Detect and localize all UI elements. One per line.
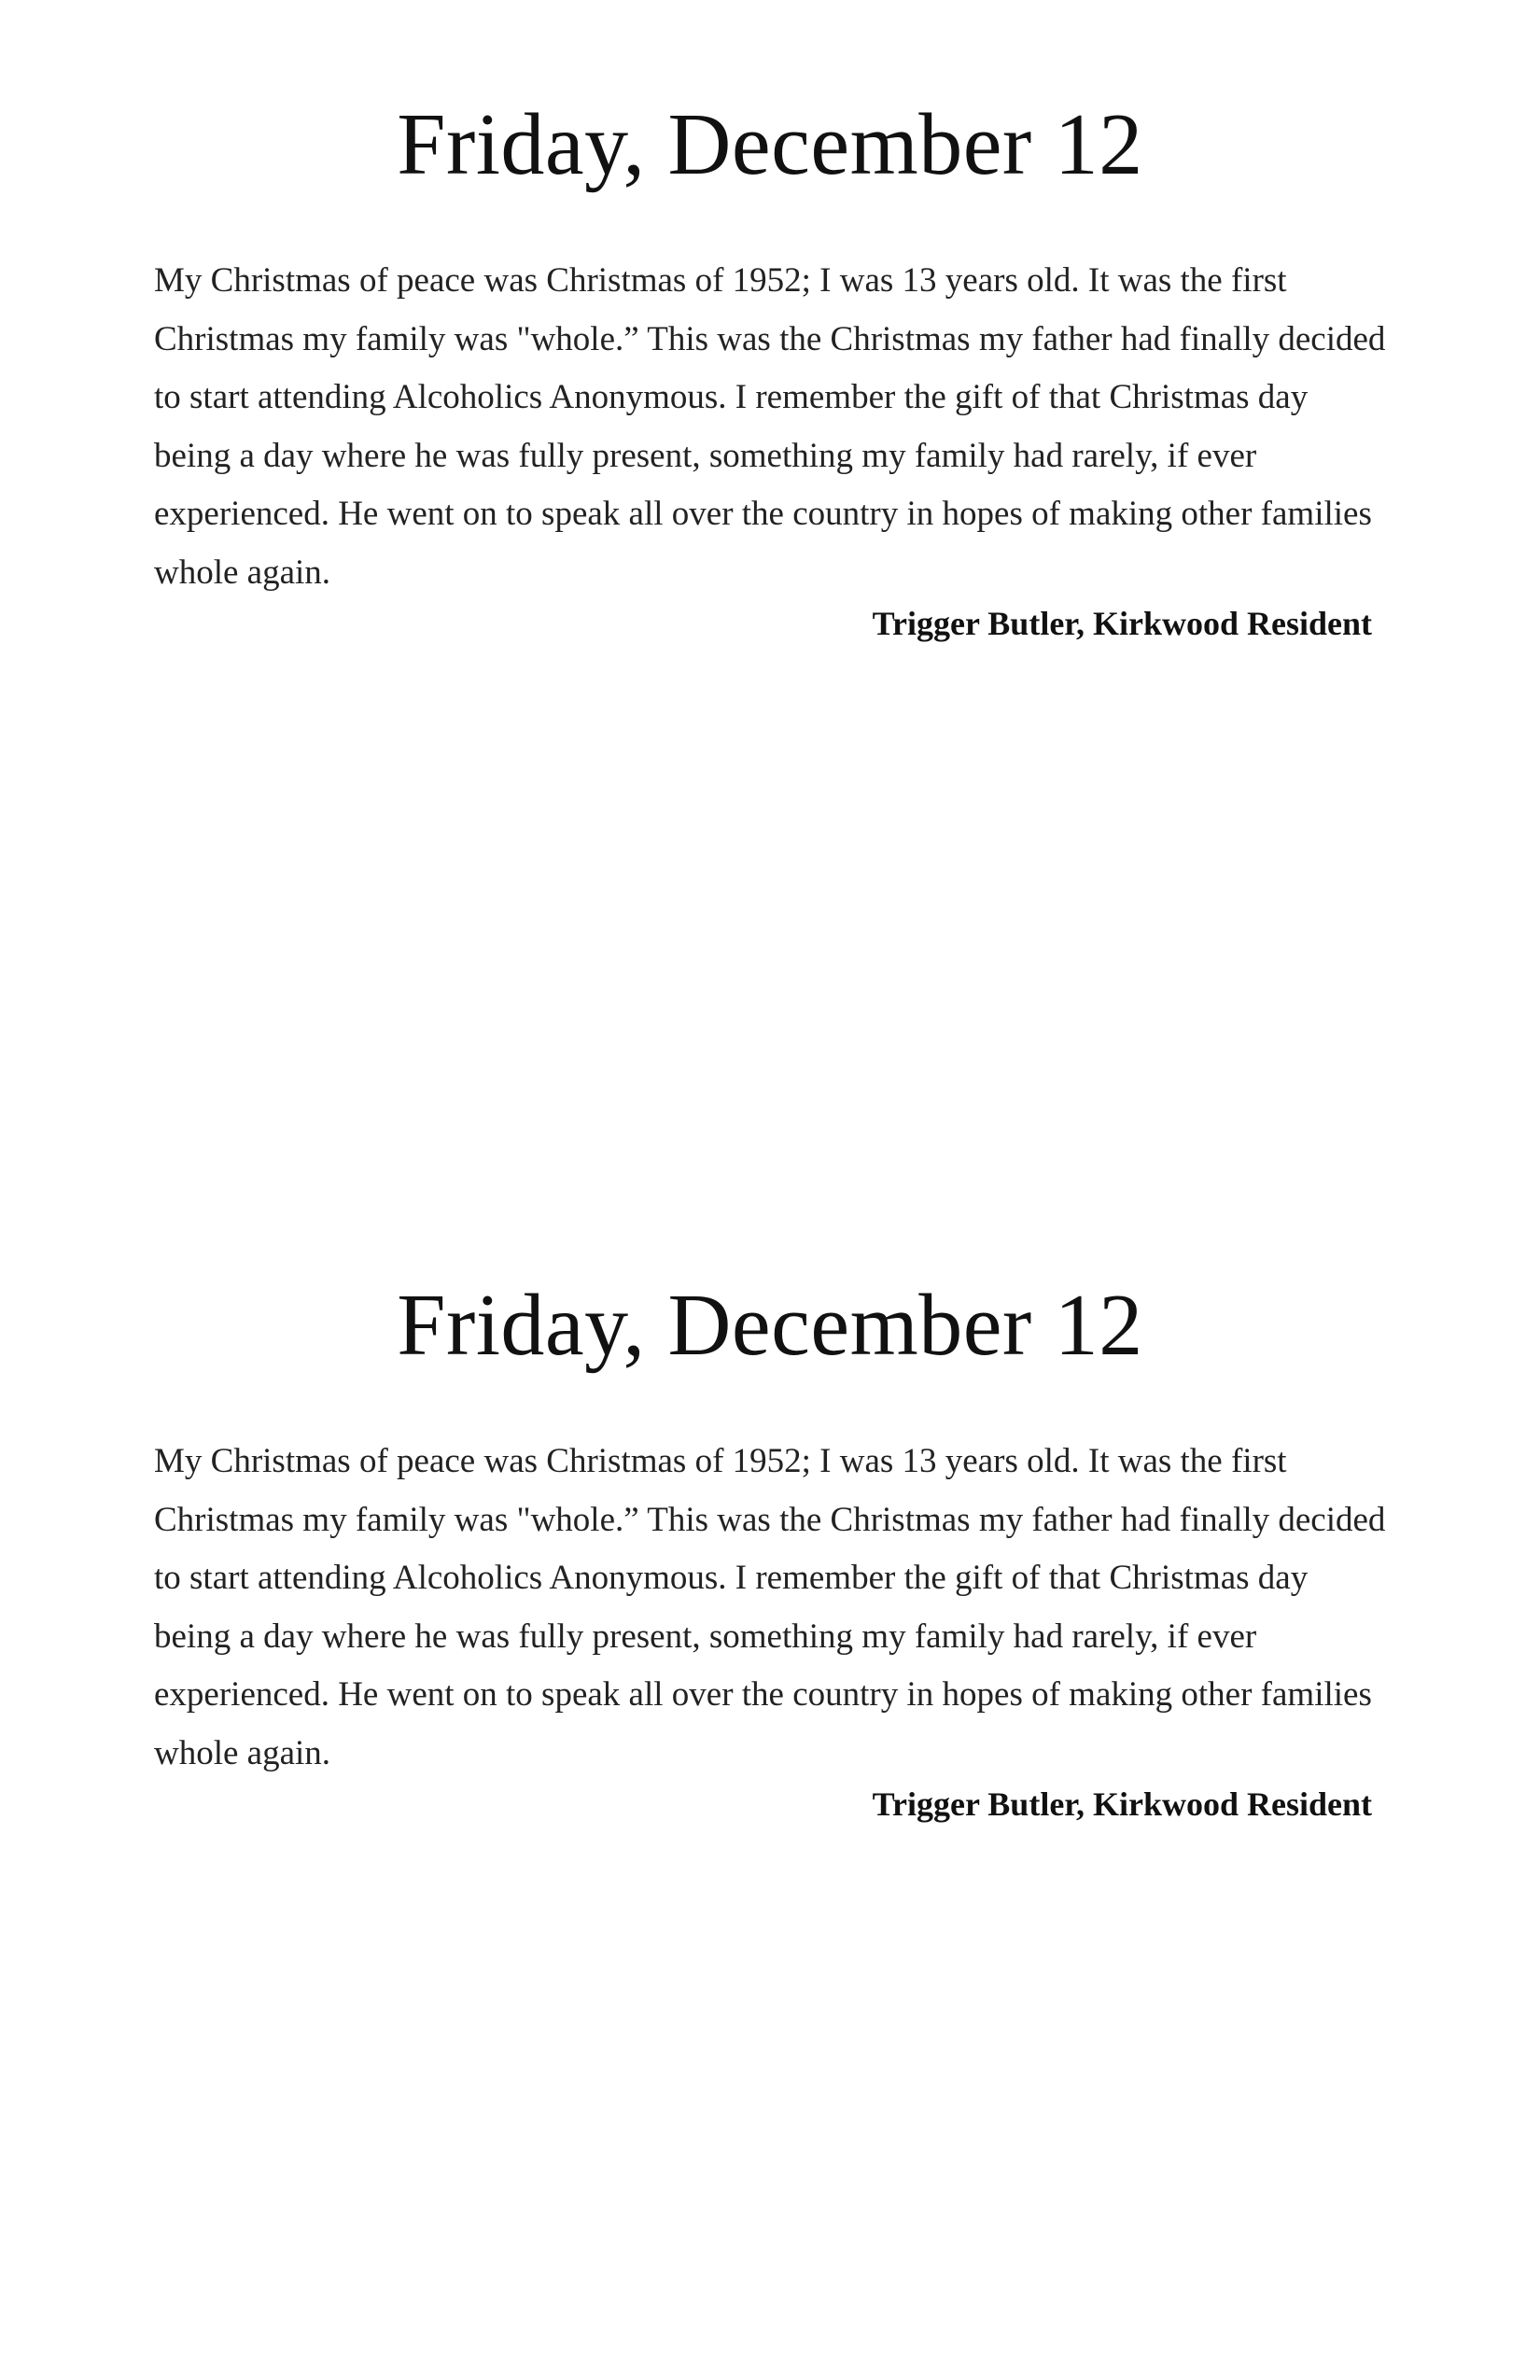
entry-attribution: Trigger Butler, Kirkwood Resident (872, 605, 1372, 642)
entry-body-text: My Christmas of peace was Christmas of 1952; I was 13 years old. It was the first Christmas my family was "whole.” This was the Christmas my father had finally decided to start attending Alcoholics Anonymous. I remember the gift of that Christmas day being a day where he was fully present, something my family had rarely, if ever experienced. He went on to speak all over the country in hopes of making other families whole again. (154, 1442, 1386, 1772)
devotional-entry (0, 1269, 1540, 1823)
entry-body-text: My Christmas of peace was Christmas of 1952; I was 13 years old. It was the first Christmas my family was "whole.” This was the Christmas my father had finally decided to start attending Alcoholics Anonymous. I remember the gift of that Christmas day being a day where he was fully present, something my family had rarely, if ever experienced. He went on to speak all over the country in hopes of making other families whole again. (154, 261, 1386, 592)
entry-date-heading: Friday, December 12 (397, 96, 1143, 193)
entry-attribution: Trigger Butler, Kirkwood Resident (872, 1785, 1372, 1823)
entry-date-heading: Friday, December 12 (397, 1277, 1143, 1374)
devotional-entry (0, 89, 1540, 642)
